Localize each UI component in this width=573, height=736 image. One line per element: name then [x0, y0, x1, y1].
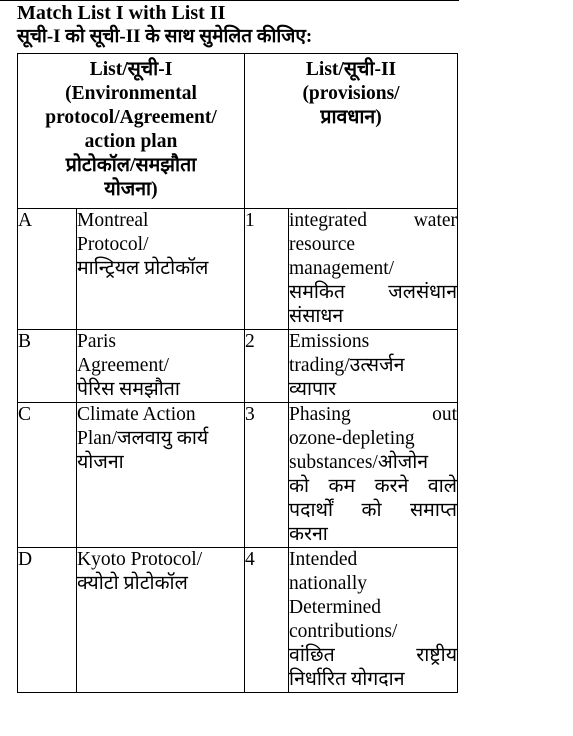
list1-item [77, 548, 245, 693]
table-row [18, 548, 458, 693]
list2-item-line: management/ [289, 258, 395, 279]
list1-item [77, 403, 245, 548]
list1-header [18, 54, 245, 209]
top-rule [0, 0, 459, 1]
list2-item-line: वांछित राष्ट्रीय [289, 645, 458, 666]
list2-item-line: निर्धारित योगदान [289, 669, 405, 690]
list1-item-line: Agreement/ [77, 355, 170, 376]
list2-item-line: substances/ओजोन [289, 452, 429, 473]
list2-item-line: ozone-depleting [289, 428, 415, 449]
list2-item [289, 403, 458, 548]
list2-item-line: पदार्थों को समाप्त [289, 500, 458, 521]
list1-header-line: (Environmental [65, 83, 197, 104]
table-header-row [18, 54, 458, 209]
list2-item-line: nationally [289, 573, 367, 594]
list1-header-line: योजना) [104, 179, 158, 200]
list2-header-line: List/सूची-II [305, 59, 397, 80]
list2-item-line: Emissions [289, 331, 370, 352]
row-letter: C [18, 403, 77, 548]
heading-english: Match List I with List II [17, 2, 226, 24]
list1-item-line: Climate Action [77, 404, 196, 425]
table-body [18, 209, 458, 693]
table-row [18, 209, 458, 330]
table-row [18, 330, 458, 403]
row-number: 4 [245, 548, 289, 693]
match-table [17, 53, 458, 693]
list2-item-line: व्यापार [289, 379, 337, 400]
list2-item [289, 330, 458, 403]
list1-item [77, 330, 245, 403]
list2-header-line: प्रावधान) [320, 107, 382, 128]
list2-item-line: Phasing out [289, 404, 458, 425]
list1-header-line: List/सूची-I [89, 59, 173, 80]
list1-header-line: action plan [84, 131, 178, 152]
list1-item-line: क्योटो प्रोटोकॉल [77, 573, 188, 594]
list1-item-line: मान्ट्रियल प्रोटोकॉल [77, 258, 209, 279]
list1-header-line: प्रोटोकॉल/समझौता [65, 155, 197, 176]
table-row [18, 403, 458, 548]
list1-header-line: protocol/Agreement/ [45, 107, 217, 128]
list1-item-line: Paris [77, 331, 116, 352]
list1-item-line: Protocol/ [77, 234, 149, 255]
question-heading [17, 2, 457, 48]
list2-item-line: संसाधन [289, 306, 344, 327]
list2-item-line: contributions/ [289, 621, 398, 642]
row-number: 1 [245, 209, 289, 330]
list1-item-line: Kyoto Protocol/ [77, 549, 203, 570]
heading-hindi: सूची-I को सूची-II के साथ सुमेलित कीजिए: [17, 26, 313, 47]
list1-item-line: Plan/जलवायु कार्य [77, 428, 209, 449]
list2-item-line: resource [289, 234, 356, 255]
list2-item-line: Determined [289, 597, 382, 618]
list2-item [289, 209, 458, 330]
list1-item-line: पेरिस समझौता [77, 379, 180, 400]
list2-item-line: समकित जलसंधान [289, 282, 458, 303]
row-letter: B [18, 330, 77, 403]
list2-header-line: (provisions/ [302, 83, 400, 104]
row-number: 2 [245, 330, 289, 403]
row-letter: D [18, 548, 77, 693]
list2-item [289, 548, 458, 693]
list2-item-line: trading/उत्सर्जन [289, 355, 405, 376]
list1-item-line: Montreal [77, 210, 149, 231]
list2-item-line: Intended [289, 549, 358, 570]
list1-item-line: योजना [77, 452, 124, 473]
list2-item-line: करना [289, 524, 328, 545]
row-number: 3 [245, 403, 289, 548]
list1-item [77, 209, 245, 330]
list2-item-line: को कम करने वाले [289, 476, 458, 497]
row-letter: A [18, 209, 77, 330]
list2-item-line: integrated water [289, 210, 458, 231]
list2-header [245, 54, 458, 209]
